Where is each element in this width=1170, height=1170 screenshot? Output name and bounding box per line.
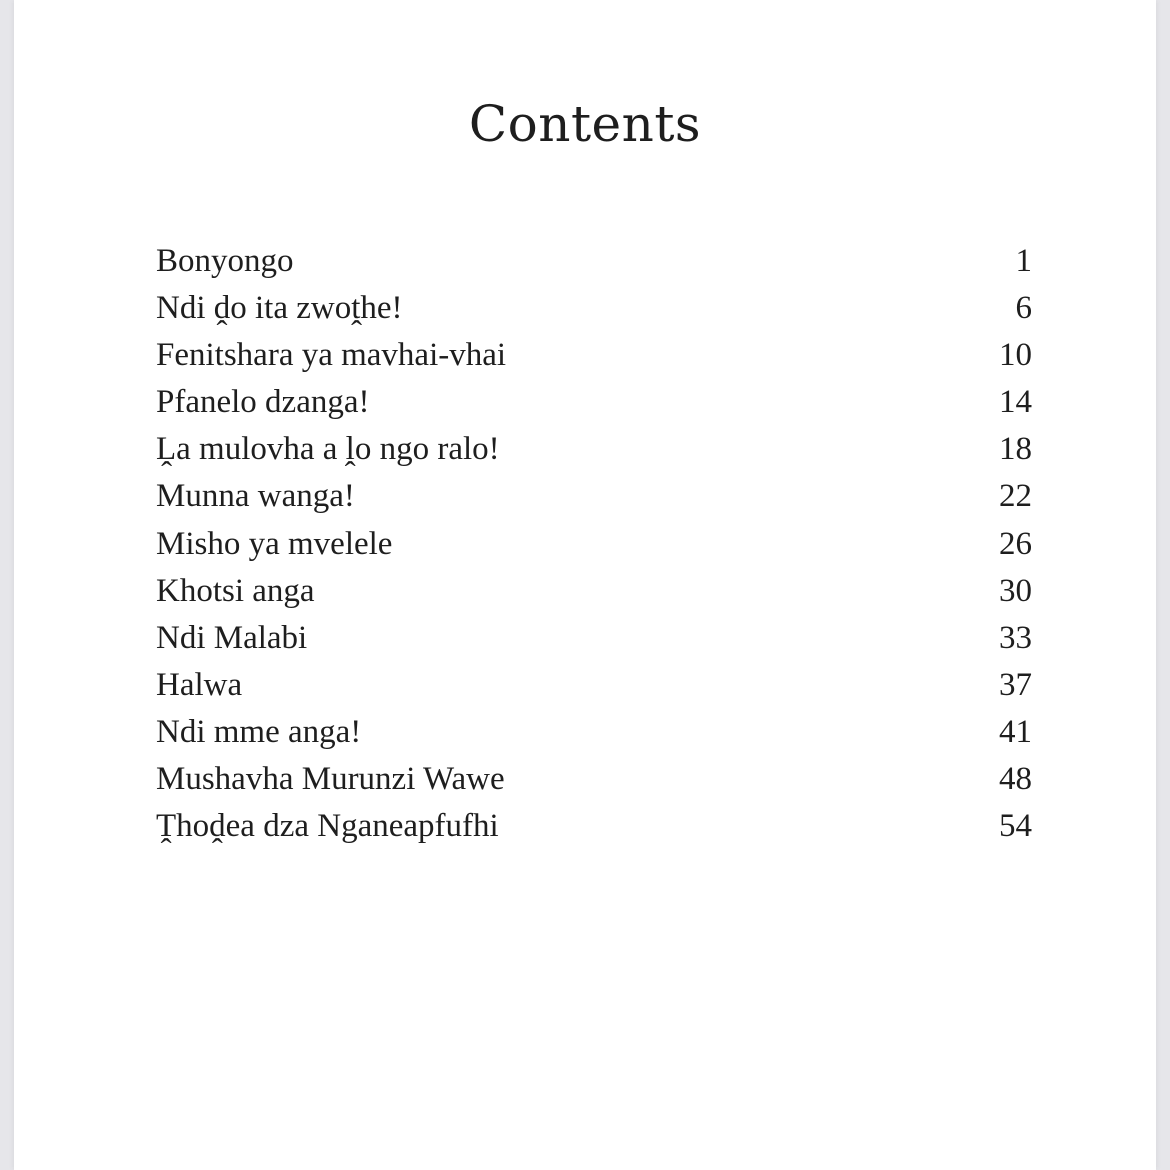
toc-entry xyxy=(156,521,1032,568)
toc-entry-page: 18 xyxy=(999,431,1032,468)
toc-entry xyxy=(156,662,1032,709)
toc-entry-title: Ndi Malabi xyxy=(156,619,308,656)
toc-entry-title: Khotsi anga xyxy=(156,572,315,609)
toc-entry-title: Pfanelo dzanga! xyxy=(156,384,370,421)
toc-entry-title: Bonyongo xyxy=(156,243,294,279)
toc-entry xyxy=(156,473,1032,520)
toc-entry-title: Mushavha Murunzi Wawe xyxy=(156,761,505,798)
toc-entry-title: Misho ya mvelele xyxy=(156,525,393,562)
toc-entry-page: 22 xyxy=(999,478,1032,515)
toc-entry xyxy=(156,379,1032,426)
page-title: Contents xyxy=(468,95,702,153)
document-page xyxy=(14,0,1156,1170)
toc-entry-page: 10 xyxy=(999,337,1032,374)
toc-entry-page: 14 xyxy=(999,384,1032,421)
toc-entry-page: 48 xyxy=(999,761,1032,798)
toc-entry-title: Halwa xyxy=(156,666,243,703)
table-of-contents xyxy=(156,238,1032,850)
toc-entry-page: 1 xyxy=(1015,243,1032,279)
toc-entry xyxy=(156,803,1032,850)
toc-entry-title: Ndi ḓo ita zwoṱhe! xyxy=(156,290,403,327)
toc-entry xyxy=(156,756,1032,803)
toc-entry-title: Ḽa mulovha a ḽo ngo ralo! xyxy=(156,431,500,468)
toc-entry-title: Munna wanga! xyxy=(156,478,355,515)
toc-entry-page: 54 xyxy=(999,808,1032,845)
toc-entry xyxy=(156,568,1032,615)
toc-entry xyxy=(156,285,1032,332)
toc-entry-page: 26 xyxy=(999,525,1032,562)
toc-entry xyxy=(156,332,1032,379)
toc-entry-title: Ndi mme anga! xyxy=(156,713,362,750)
toc-entry-page: 33 xyxy=(999,619,1032,656)
toc-entry-page: 6 xyxy=(1015,290,1032,327)
toc-entry-page: 41 xyxy=(999,713,1032,750)
toc-entry-page: 30 xyxy=(999,572,1032,609)
toc-entry xyxy=(156,709,1032,756)
toc-entry-title: Fenitshara ya mavhai-vhai xyxy=(156,337,507,374)
toc-entry-page: 37 xyxy=(999,666,1032,703)
toc-entry xyxy=(156,615,1032,662)
toc-entry xyxy=(156,426,1032,473)
toc-entry xyxy=(156,238,1032,285)
toc-entry-title: Ṱhoḓea dza Nganeapfufhi xyxy=(156,808,499,845)
